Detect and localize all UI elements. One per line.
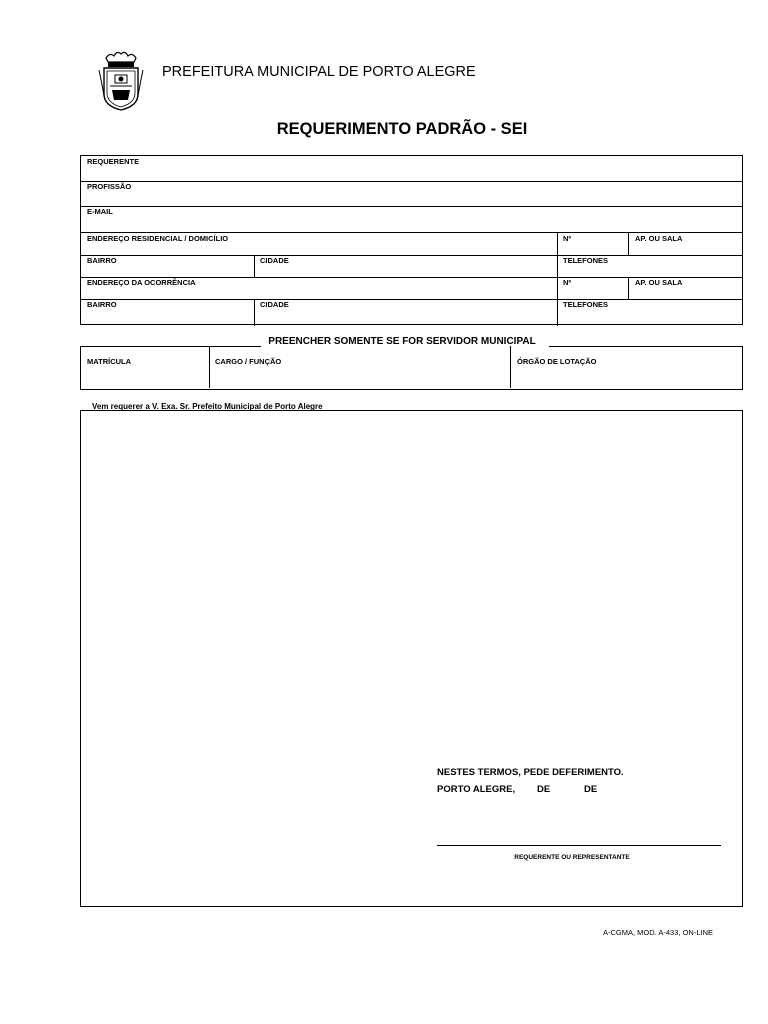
column-divider: [510, 346, 511, 388]
orgao-lotacao-label: ÓRGÃO DE LOTAÇÃO: [517, 357, 597, 366]
column-divider: [628, 277, 629, 299]
request-text-area[interactable]: [80, 410, 743, 907]
document-title: REQUERIMENTO PADRÃO - SEI: [276, 120, 528, 138]
cidade-label: CIDADE: [260, 300, 289, 309]
ap-sala-label: AP. OU SALA: [635, 234, 683, 243]
telefones-label: TELEFONES: [563, 256, 609, 265]
closing-date-de: DE: [584, 784, 598, 795]
row-divider: [81, 299, 742, 300]
row-divider: [81, 255, 742, 256]
column-divider: [557, 232, 558, 326]
ap-sala-label: AP. OU SALA: [635, 278, 683, 287]
bairro-label: BAIRRO: [87, 300, 117, 309]
column-divider: [628, 232, 629, 255]
column-divider: [254, 299, 255, 326]
servant-form-table: [80, 346, 743, 390]
signature-label: REQUERENTE OU REPRESENTANTE: [514, 854, 630, 861]
column-divider: [254, 255, 255, 277]
header-title: PREFEITURA MUNICIPAL DE PORTO ALEGRE: [162, 64, 476, 80]
profissao-label: PROFISSÃO: [87, 182, 132, 191]
email-label: E-MAIL: [87, 207, 113, 216]
city-coat-of-arms-icon: [98, 50, 144, 112]
telefones-label: TELEFONES: [563, 300, 609, 309]
numero-label: Nº: [563, 278, 572, 287]
bairro-label: BAIRRO: [87, 256, 117, 265]
signature-line: [437, 845, 721, 846]
endereco-ocorrencia-label: ENDEREÇO DA OCORRÊNCIA: [87, 278, 196, 287]
row-divider: [81, 206, 742, 207]
applicant-form-table: [80, 155, 743, 325]
closing-city: PORTO ALEGRE,: [437, 784, 516, 795]
row-divider: [81, 232, 742, 233]
closing-statement: NESTES TERMOS, PEDE DEFERIMENTO.: [437, 767, 624, 778]
column-divider: [209, 346, 210, 388]
form-code: A-CGMA, MOD. A-433, ON-LINE: [602, 928, 713, 937]
endereco-residencial-label: ENDEREÇO RESIDENCIAL / DOMICÍLIO: [87, 234, 229, 243]
matricula-label: MATRÍCULA: [87, 357, 132, 366]
numero-label: Nº: [563, 234, 572, 243]
servant-section-heading: PREENCHER SOMENTE SE FOR SERVIDOR MUNICIPAL: [268, 336, 536, 347]
cidade-label: CIDADE: [260, 256, 289, 265]
closing-date-de: DE: [537, 784, 551, 795]
row-divider: [81, 181, 742, 182]
request-intro: Vem requerer a V. Exa. Sr. Prefeito Municipal de Porto Alegre: [92, 402, 323, 411]
requerente-label: REQUERENTE: [87, 157, 140, 166]
cargo-funcao-label: CARGO / FUNÇÃO: [215, 357, 282, 366]
